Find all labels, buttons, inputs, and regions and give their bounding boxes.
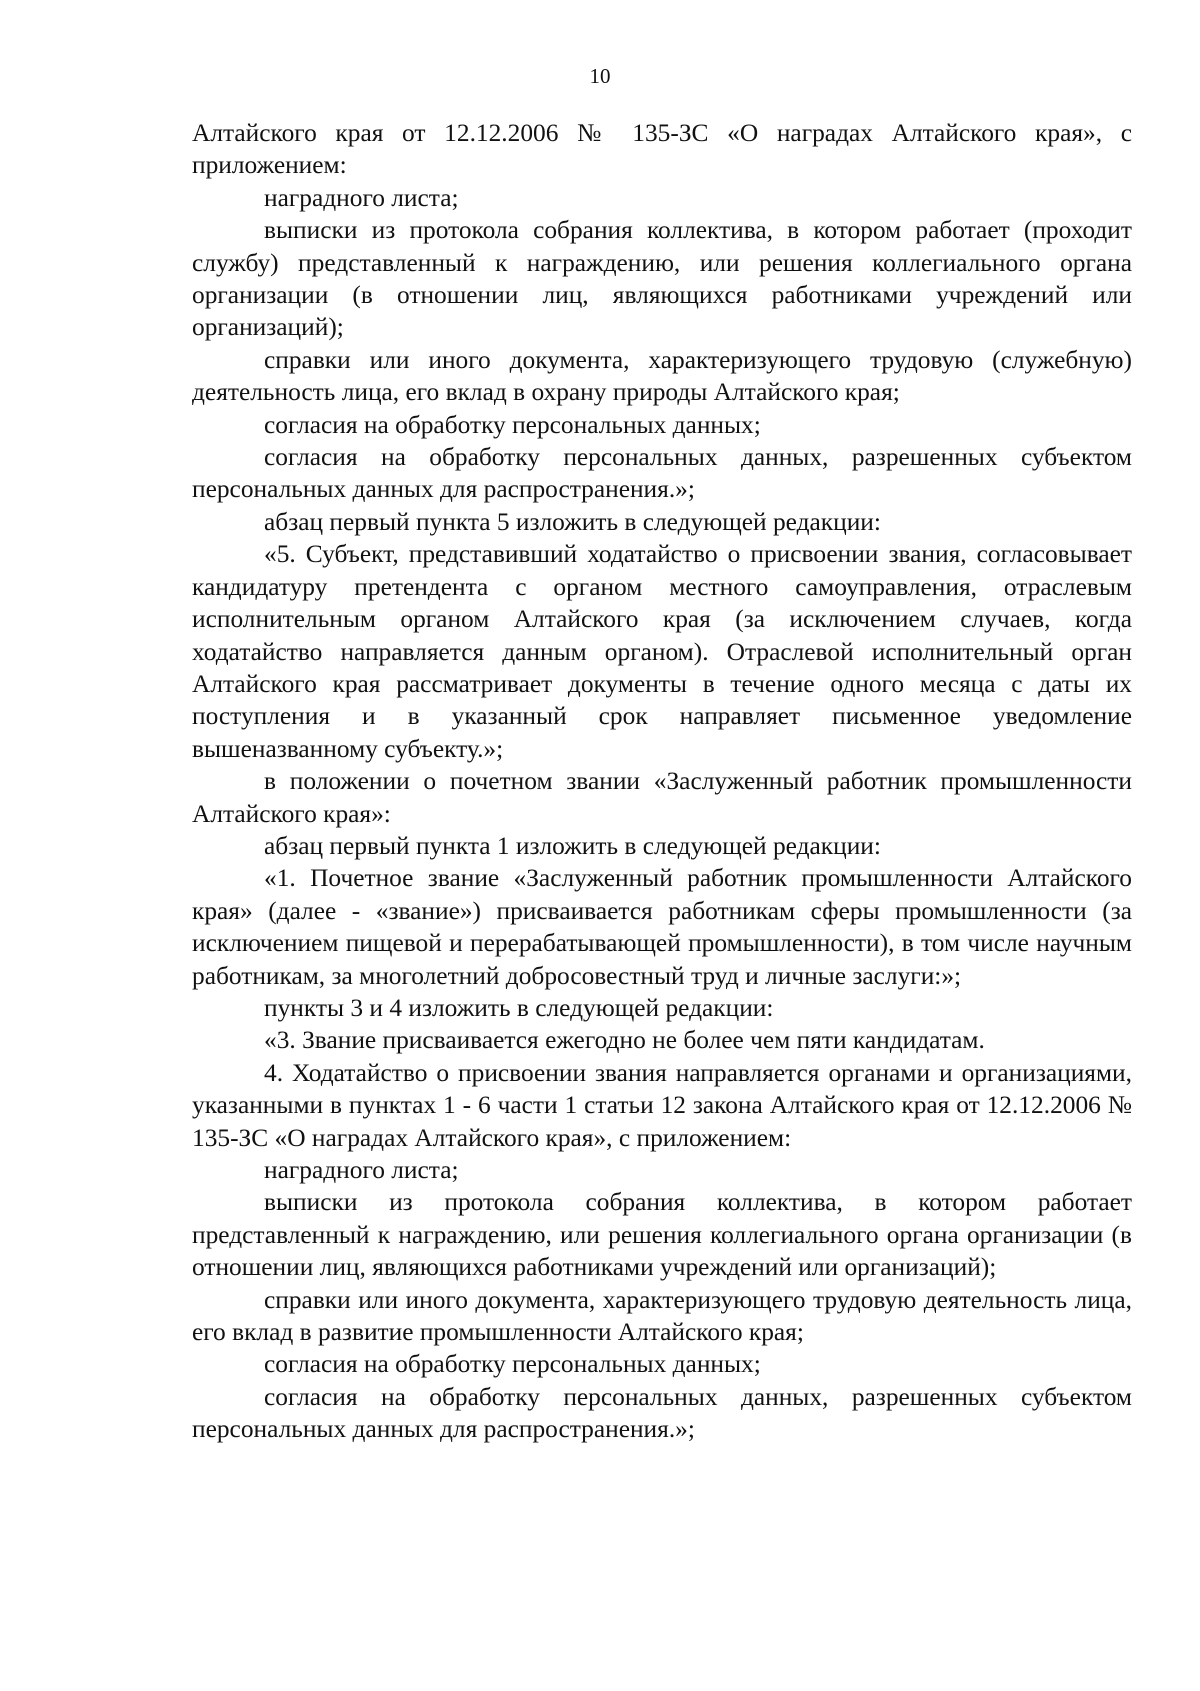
paragraph-19: согласия на обработку персональных данных, разрешенных субъектом персональных данных для распространения.»; — [192, 1382, 1132, 1444]
paragraph-2: наградного листа; — [264, 183, 459, 212]
paragraph-11: «1. Почетное звание «Заслуженный работник промышленности Алтайского края» (далее - «звание») присваивается работникам сферы промышленности (за исключением пищевой и перерабатывающей промышленности), в том числе научным работникам, за многолетний добросовестный труд и личные заслуги:»; — [192, 864, 1132, 990]
paragraph-4: справки или иного документа, характеризующего трудовую (служебную) деятельность лица, его вклад в охрану природы Алтайского края; — [192, 345, 1132, 407]
paragraph-8: «5. Субъект, представивший ходатайство о присвоении звания, согласовывает кандидатуру претендента с органом местного самоуправления, отраслевым исполнительным органом Алтайского края (за исключением случаев, когда ходатайство направляется данным органом). Отраслевой исполнительный орган Алтайского края рассматривает документы в течение одного месяца с даты их поступления и в указанный срок направляет письменное уведомление вышеназванному субъекту.»; — [192, 540, 1132, 763]
paragraph-16: выписки из протокола собрания коллектива, в котором работает представленный к награждению, или решения коллегиального органа организации (в отношении лиц, являющихся работниками учреждений или организаций); — [192, 1188, 1132, 1282]
paragraph-9: в положении о почетном звании «Заслуженный работник промышленности Алтайского края»: — [192, 767, 1132, 828]
page-number: 10 — [589, 64, 611, 88]
paragraph-1: Алтайского края от 12.12.2006 № 135-ЗС «О наградах Алтайского края», с приложением: — [192, 119, 1132, 180]
paragraph-18: согласия на обработку персональных данных; — [264, 1350, 761, 1379]
paragraph-15: наградного листа; — [264, 1156, 459, 1184]
document-body — [192, 117, 1132, 1446]
paragraph-10: абзац первый пункта 1 изложить в следующей редакции: — [264, 831, 881, 860]
paragraph-5: согласия на обработку персональных данных; — [264, 410, 761, 439]
paragraph-14: 4. Ходатайство о присвоении звания направляется органами и организациями, указанными в пунктах 1 - 6 части 1 статьи 12 закона Алтайского края от 12.12.2006 № 135-ЗС «О наградах Алтайского края», с приложением: — [192, 1058, 1132, 1152]
paragraph-13: «3. Звание присваивается ежегодно не более чем пяти кандидатам. — [264, 1026, 985, 1055]
paragraph-6: согласия на обработку персональных данных, разрешенных субъектом персональных данных для распространения.»; — [192, 443, 1132, 504]
paragraph-17: справки или иного документа, характеризующего трудовую деятельность лица, его вклад в развитие промышленности Алтайского края; — [192, 1285, 1132, 1347]
paragraph-3: выписки из протокола собрания коллектива, в котором работает (проходит службу) представленный к награждению, или решения коллегиального органа организации (в отношении лиц, являющихся работниками учреждений или организаций); — [192, 216, 1132, 342]
paragraph-7: абзац первый пункта 5 изложить в следующей редакции: — [264, 507, 881, 536]
paragraph-12: пункты 3 и 4 изложить в следующей редакции: — [264, 993, 774, 1022]
